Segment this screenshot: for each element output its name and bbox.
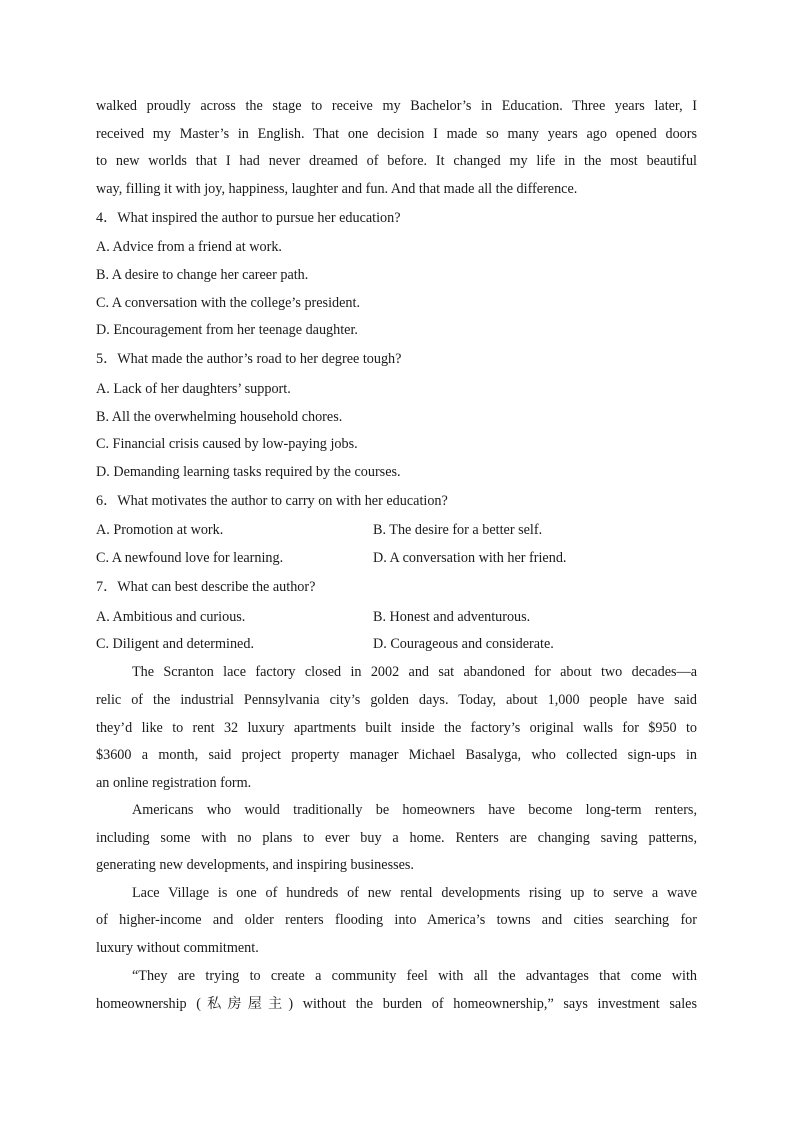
question-7-option-a: A. Ambitious and curious. — [96, 609, 246, 625]
passage-a-line-4: way, filling it with joy, happiness, laughter and fun. And that made all the difference. — [96, 181, 578, 197]
passage-b-p3-line-1: Lace Village is one of hundreds of new rental developments rising up to serve a wave — [132, 885, 697, 901]
question-7-option-c: C. Diligent and determined. — [96, 636, 254, 652]
passage-a-line-3: to new worlds that I had never dreamed of before. It changed my life in the most beautiful — [96, 153, 697, 169]
passage-b-p1-line-2: relic of the industrial Pennsylvania city’s golden days. Today, about 1,000 people have said — [96, 692, 697, 708]
question-5-option-b: B. All the overwhelming household chores. — [96, 409, 343, 425]
passage-a-line-1: walked proudly across the stage to receive my Bachelor’s in Education. Three years later, I — [96, 98, 697, 114]
question-6-option-b: B. The desire for a better self. — [373, 522, 543, 538]
passage-b-p3-line-3: luxury without commitment. — [96, 940, 259, 956]
question-5-option-a: A. Lack of her daughters’ support. — [96, 381, 291, 397]
question-7-option-d: D. Courageous and considerate. — [373, 636, 554, 652]
question-6-option-a: A. Promotion at work. — [96, 522, 224, 538]
question-4-option-b: B. A desire to change her career path. — [96, 267, 309, 283]
question-5-option-c: C. Financial crisis caused by low-paying jobs. — [96, 436, 358, 452]
question-5-option-d: D. Demanding learning tasks required by the courses. — [96, 464, 401, 480]
passage-b-p4-line-2: homeownership (私房屋主) without the burden of homeownership,” says investment sales — [96, 996, 697, 1012]
passage-b-p1-line-1: The Scranton lace factory closed in 2002 and sat abandoned for about two decades—a — [132, 664, 697, 680]
question-6-stem: 6．What motivates the author to carry on with her education? — [96, 493, 448, 509]
passage-b-p4-line-1: “They are trying to create a community feel with all the advantages that come with — [132, 968, 697, 984]
passage-b-p1-line-3: they’d like to rent 32 luxury apartments built inside the factory’s original walls for $950 to — [96, 720, 697, 736]
passage-b-p2-line-2: including some with no plans to ever buy a home. Renters are changing saving patterns, — [96, 830, 697, 846]
passage-b-p1-line-5: an online registration form. — [96, 775, 252, 791]
question-4-option-c: C. A conversation with the college’s president. — [96, 295, 360, 311]
question-4-option-d: D. Encouragement from her teenage daughter. — [96, 322, 358, 338]
question-7-stem: 7．What can best describe the author? — [96, 579, 316, 595]
passage-a-line-2: received my Master’s in English. That one decision I made so many years ago opened doors — [96, 126, 697, 142]
question-6-option-d: D. A conversation with her friend. — [373, 550, 567, 566]
question-7-option-b: B. Honest and adventurous. — [373, 609, 531, 625]
passage-b-p1-line-4: $3600 a month, said project property manager Michael Basalyga, who collected sign-ups in — [96, 747, 697, 763]
passage-b-p2-line-3: generating new developments, and inspiring businesses. — [96, 857, 414, 873]
passage-b-p3-line-2: of higher-income and older renters flooding into America’s towns and cities searching for — [96, 912, 697, 928]
question-5-stem: 5．What made the author’s road to her degree tough? — [96, 351, 402, 367]
question-4-stem: 4．What inspired the author to pursue her education? — [96, 210, 401, 226]
question-6-option-c: C. A newfound love for learning. — [96, 550, 284, 566]
passage-b-p2-line-1: Americans who would traditionally be homeowners have become long-term renters, — [132, 802, 697, 818]
question-4-option-a: A. Advice from a friend at work. — [96, 239, 282, 255]
